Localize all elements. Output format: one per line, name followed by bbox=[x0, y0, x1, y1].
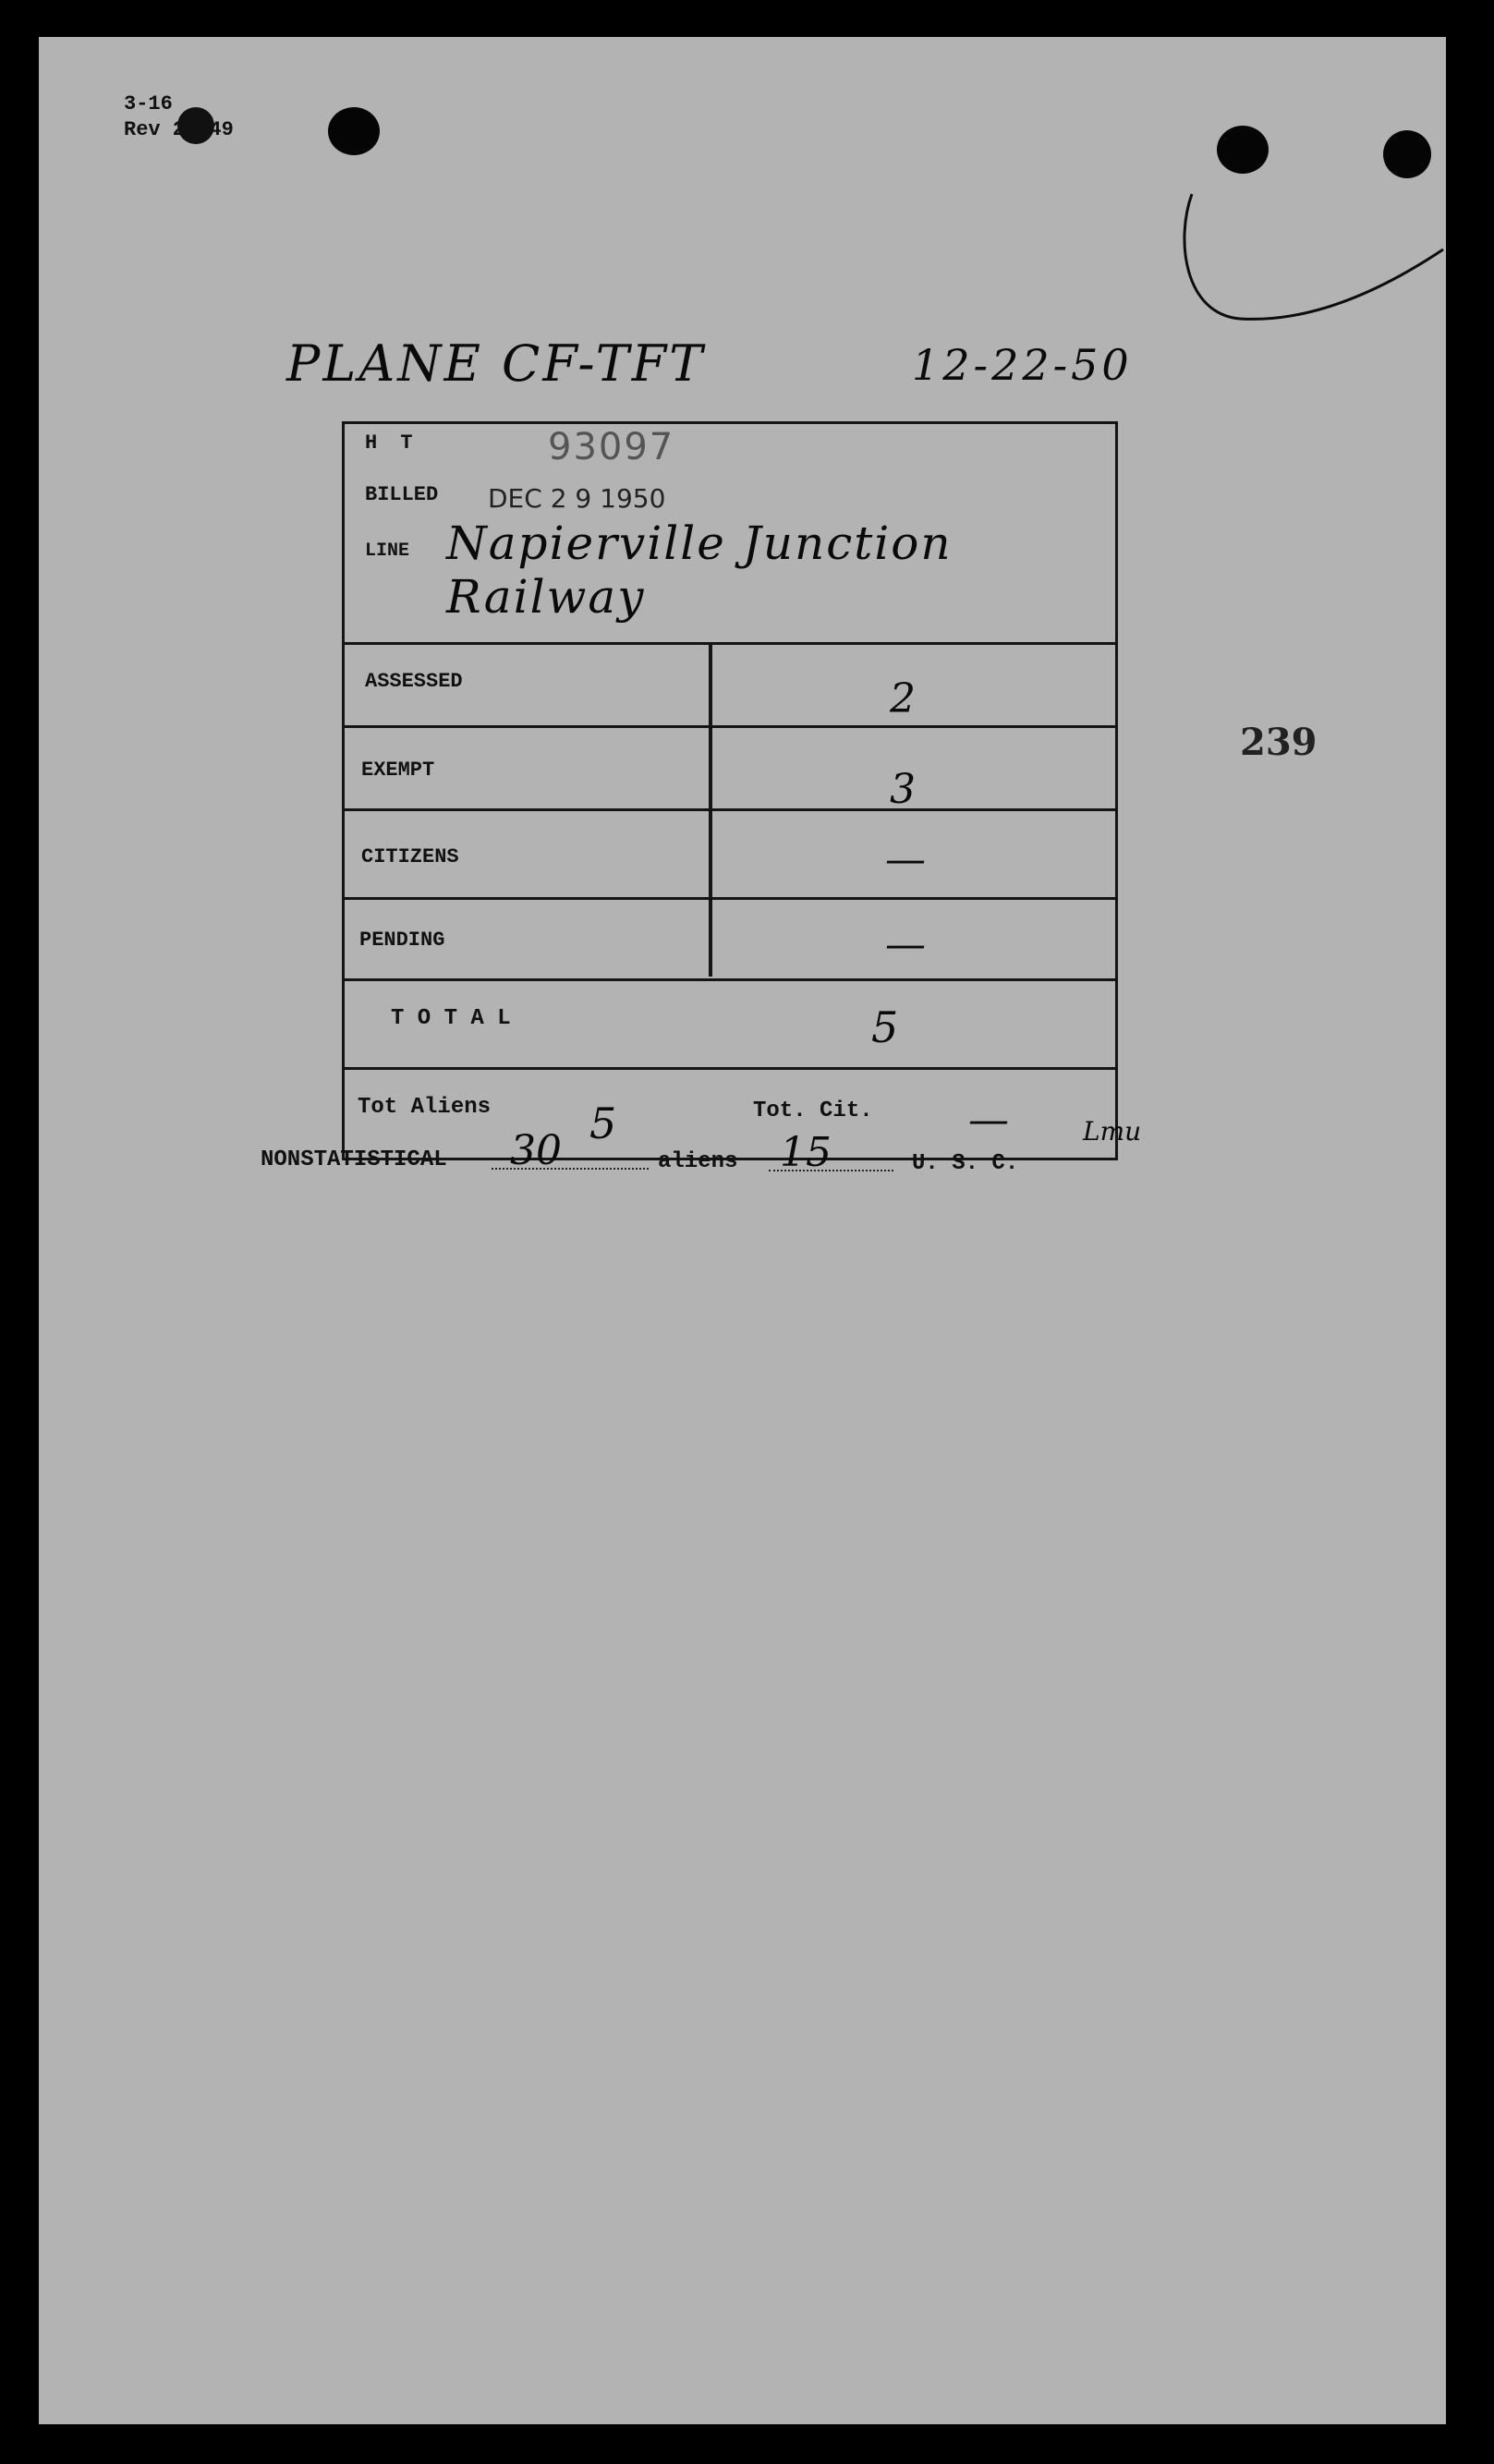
billed-date-stamp: DEC 2 9 1950 bbox=[488, 483, 666, 514]
column-divider bbox=[709, 644, 712, 977]
nonstatistical-aliens-value: 30 bbox=[510, 1127, 562, 1174]
billed-label: BILLED bbox=[365, 483, 439, 506]
assessed-label: ASSESSED bbox=[365, 670, 463, 693]
pending-label: PENDING bbox=[359, 929, 445, 952]
punch-hole-left bbox=[328, 107, 380, 155]
manifest-form-box bbox=[342, 421, 1118, 1160]
tot-aliens-label: Tot Aliens bbox=[358, 1095, 492, 1120]
rule-pending bbox=[345, 978, 1116, 981]
ht-number-stamp: 93097 bbox=[548, 426, 675, 468]
citizens-label: CITIZENS bbox=[361, 845, 459, 868]
inspector-initials: Lmu bbox=[1083, 1116, 1142, 1147]
total-label: T O T A L bbox=[391, 1006, 511, 1031]
exempt-value: 3 bbox=[890, 766, 916, 813]
rule-exempt bbox=[345, 808, 1116, 811]
margin-ink-curve bbox=[1175, 157, 1452, 342]
rule-total bbox=[345, 1067, 1116, 1070]
tot-cit-label: Tot. Cit. bbox=[753, 1098, 873, 1123]
form-revision: Rev 28/49 bbox=[124, 118, 234, 141]
pending-value: — bbox=[885, 921, 926, 968]
assessed-value: 2 bbox=[890, 675, 916, 722]
aliens-word: aliens bbox=[658, 1149, 738, 1174]
tot-aliens-value: 5 bbox=[589, 1098, 617, 1148]
nonstatistical-usc-value: 15 bbox=[780, 1129, 832, 1176]
citizens-value: — bbox=[885, 836, 926, 883]
usc-label: U. S. C. bbox=[912, 1151, 1019, 1176]
rule-top-section bbox=[345, 642, 1116, 645]
line-name: Napierville Junction Railway bbox=[446, 516, 953, 624]
page-number: 239 bbox=[1240, 721, 1318, 764]
vessel-name: PLANE CF-TFT bbox=[286, 334, 706, 393]
nonstatistical-label: NONSTATISTICAL bbox=[261, 1147, 447, 1172]
arrival-date: 12-22-50 bbox=[912, 340, 1133, 390]
exempt-label: EXEMPT bbox=[361, 759, 435, 782]
ht-label: H T bbox=[365, 431, 419, 455]
rule-assessed bbox=[345, 725, 1116, 728]
line-label: LINE bbox=[365, 540, 410, 562]
tot-cit-value: — bbox=[968, 1097, 1009, 1144]
document-page bbox=[39, 37, 1446, 2424]
total-value: 5 bbox=[871, 1002, 899, 1052]
form-number: 3-16 bbox=[124, 92, 173, 115]
rule-citizens bbox=[345, 897, 1116, 900]
